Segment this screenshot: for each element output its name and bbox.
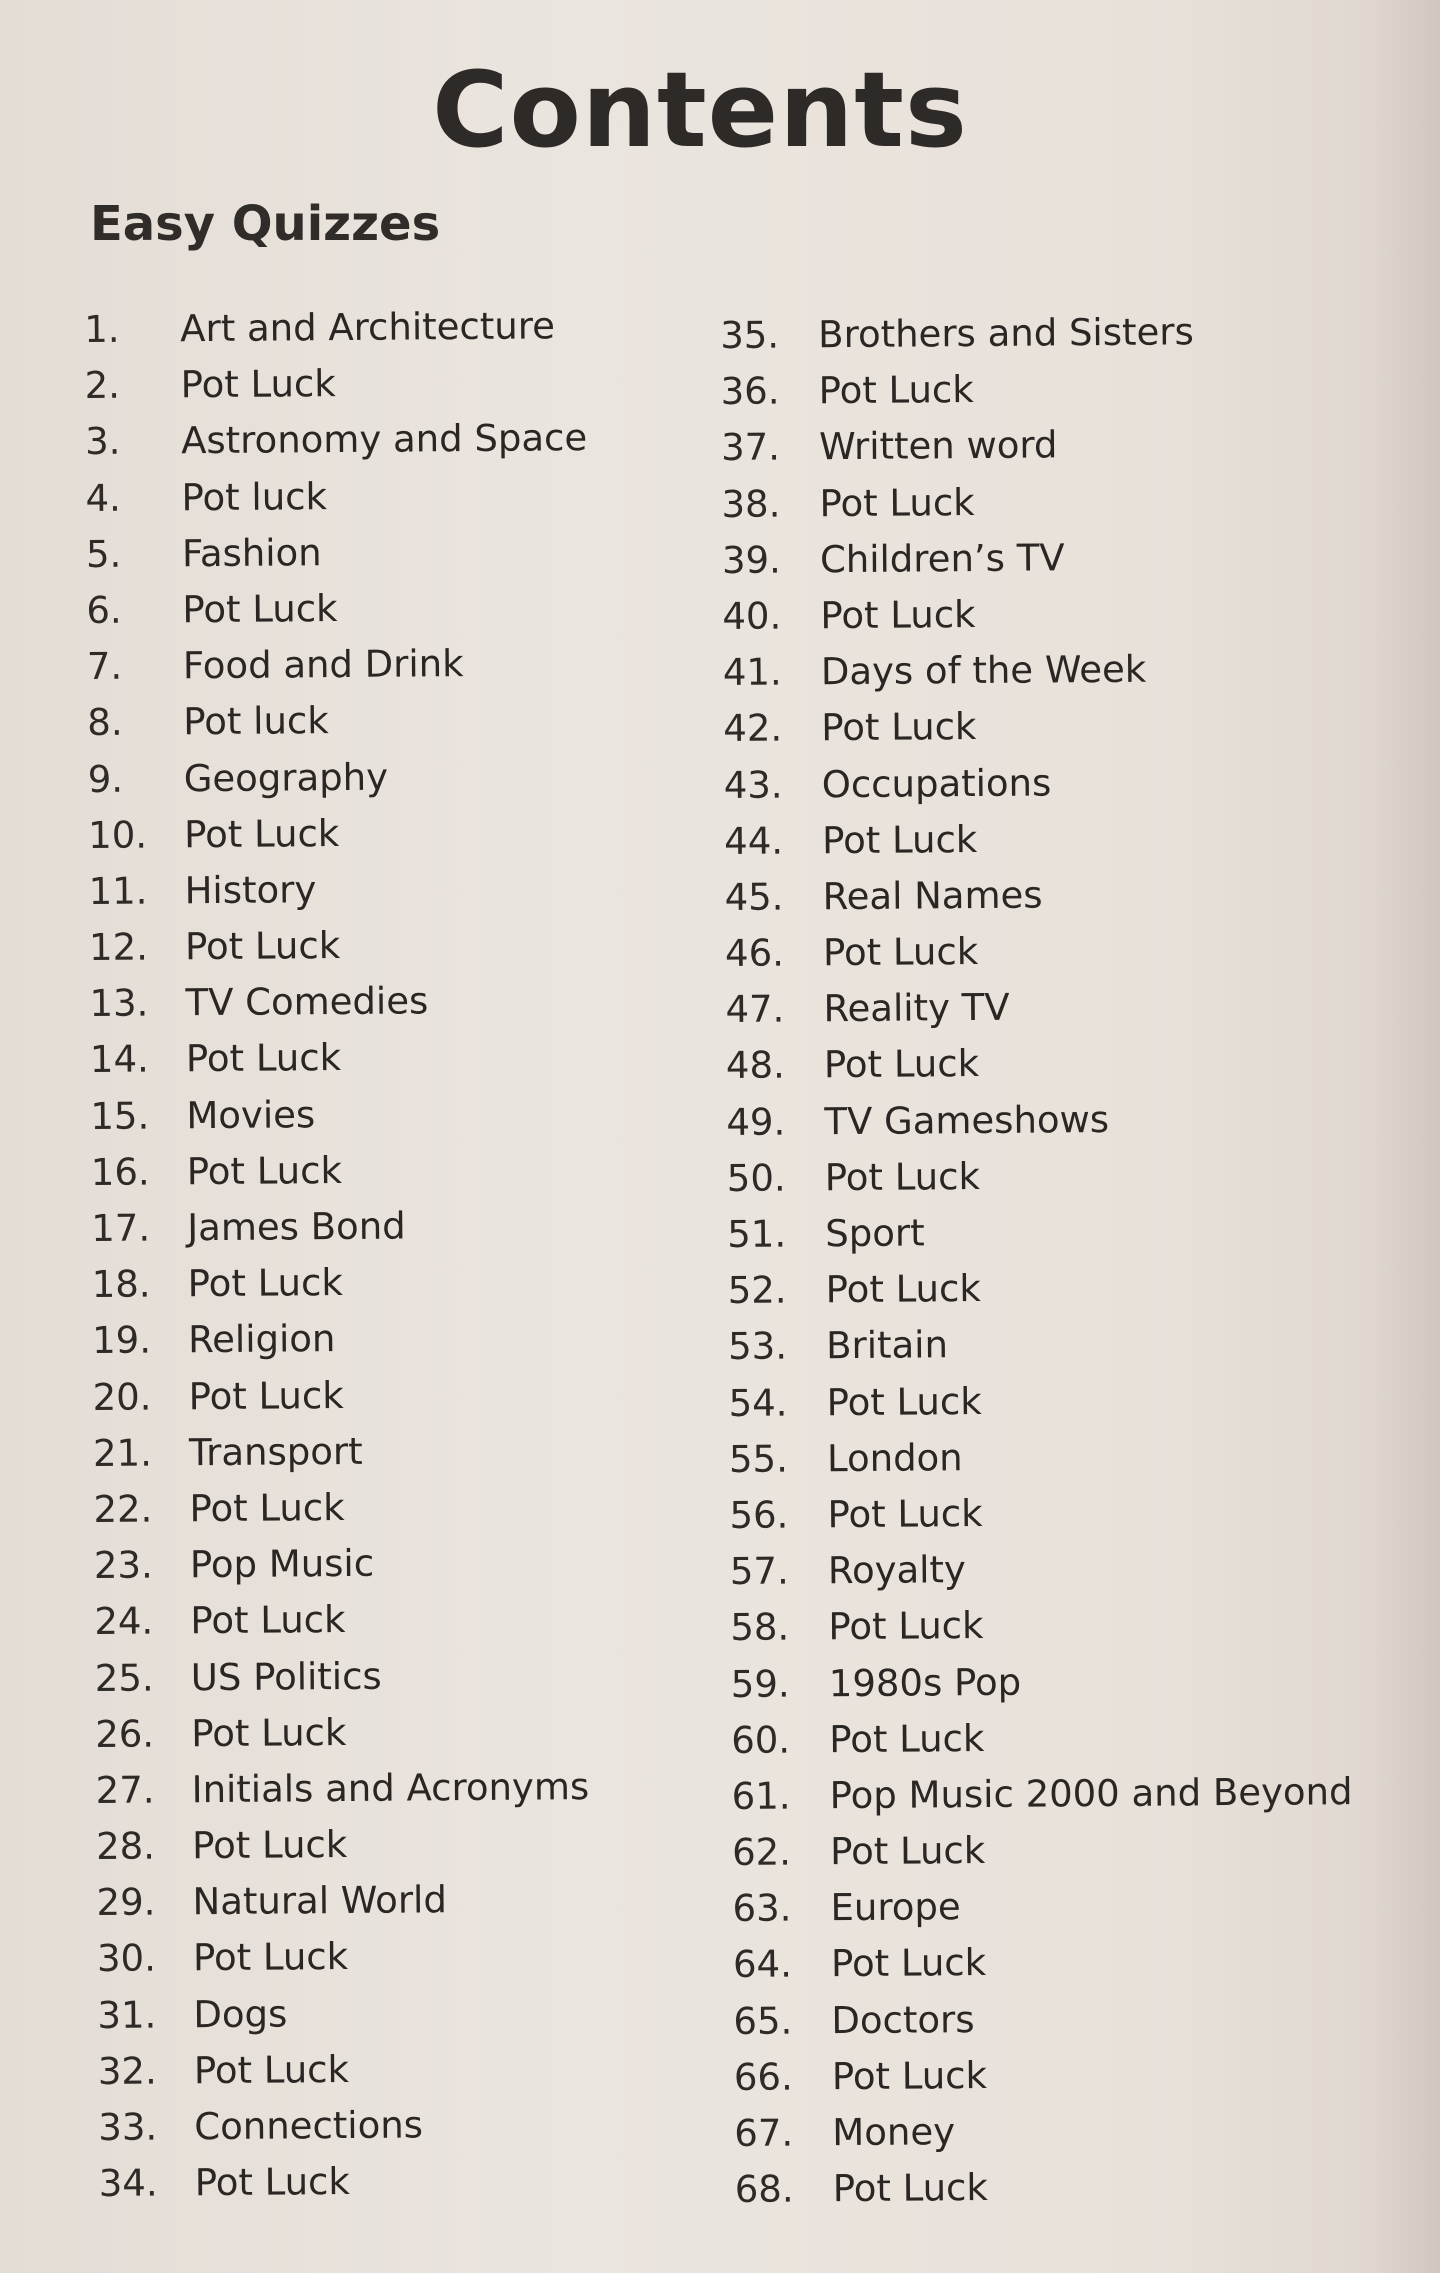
entry-title: Pot Luck bbox=[188, 1373, 344, 1418]
contents-entry bbox=[728, 1314, 1348, 1375]
contents-entry bbox=[87, 691, 647, 752]
entry-number: 49. bbox=[726, 1100, 786, 1144]
entry-number: 38. bbox=[721, 482, 781, 526]
entry-number: 20. bbox=[92, 1375, 152, 1419]
entry-title: Pot Luck bbox=[194, 2160, 351, 2205]
entry-number: 48. bbox=[725, 1043, 785, 1088]
contents-entry bbox=[732, 1876, 1352, 1937]
entry-title: Connections bbox=[194, 2103, 424, 2149]
contents-entry bbox=[88, 803, 648, 864]
contents-entry bbox=[729, 1483, 1349, 1544]
entry-title: Pot Luck bbox=[822, 817, 978, 862]
entry-number: 37. bbox=[720, 425, 781, 470]
contents-entry bbox=[87, 635, 647, 696]
contents-entry bbox=[725, 921, 1345, 982]
contents-entry bbox=[96, 1871, 656, 1932]
entry-title: Pot luck bbox=[181, 474, 328, 519]
entry-number: 25. bbox=[94, 1655, 154, 1700]
contents-entry bbox=[728, 1258, 1348, 1319]
section-heading: Easy Quizzes bbox=[90, 196, 441, 252]
entry-number: 42. bbox=[723, 706, 783, 751]
entry-title: Pot Luck bbox=[191, 1823, 348, 1868]
entry-title: Pot Luck bbox=[818, 368, 974, 413]
entry-title: Doctors bbox=[831, 1997, 975, 2042]
entry-number: 11. bbox=[88, 869, 148, 913]
entry-number: 5. bbox=[85, 532, 122, 576]
entry-number: 47. bbox=[725, 987, 785, 1032]
entry-title: Pot Luck bbox=[823, 1042, 980, 1087]
entry-number: 33. bbox=[98, 2105, 158, 2149]
contents-entry bbox=[732, 1820, 1352, 1881]
entry-title: Pot Luck bbox=[822, 930, 979, 975]
contents-entry bbox=[727, 1146, 1347, 1207]
entry-number: 66. bbox=[733, 2055, 793, 2099]
contents-entry bbox=[731, 1652, 1351, 1713]
contents-entry bbox=[733, 1933, 1353, 1994]
entry-title: Pot Luck bbox=[825, 1267, 981, 1312]
entry-number: 63. bbox=[732, 1886, 792, 1931]
entry-title: Natural World bbox=[192, 1878, 448, 1924]
entry-title: Pot Luck bbox=[184, 924, 341, 969]
entry-title: Occupations bbox=[821, 760, 1052, 806]
contents-entry bbox=[726, 1034, 1346, 1095]
entry-title: Pot Luck bbox=[829, 1716, 985, 1761]
entry-number: 19. bbox=[91, 1318, 152, 1363]
contents-entry bbox=[730, 1595, 1350, 1656]
entry-title: Pot Luck bbox=[187, 1261, 343, 1306]
entry-title: Astronomy and Space bbox=[180, 416, 588, 463]
contents-entry bbox=[88, 747, 648, 808]
entry-title: Money bbox=[832, 2110, 956, 2155]
entry-title: Sport bbox=[825, 1211, 925, 1256]
entry-title: Pot Luck bbox=[828, 1604, 984, 1649]
entry-number: 46. bbox=[724, 931, 785, 976]
entry-title: Pot Luck bbox=[193, 2047, 350, 2093]
entry-number: 2. bbox=[84, 363, 121, 408]
contents-entry bbox=[89, 916, 649, 977]
contents-entry bbox=[92, 1309, 652, 1370]
entry-title: Pot Luck bbox=[191, 1710, 347, 1755]
entry-number: 64. bbox=[732, 1942, 793, 1987]
entry-title: Religion bbox=[187, 1317, 336, 1362]
contents-entry bbox=[733, 1989, 1353, 2050]
contents-entry bbox=[91, 1197, 651, 1258]
entry-title: Pot Luck bbox=[829, 1829, 986, 1874]
contents-entry bbox=[84, 354, 644, 415]
contents-entry bbox=[728, 1371, 1348, 1432]
contents-entry bbox=[725, 977, 1345, 1038]
entry-title: Food and Drink bbox=[182, 642, 464, 688]
entry-title: Europe bbox=[830, 1885, 961, 1930]
contents-entry bbox=[730, 1539, 1350, 1600]
entry-number: 62. bbox=[731, 1830, 792, 1875]
entry-title: Pot Luck bbox=[826, 1379, 982, 1424]
entry-number: 27. bbox=[95, 1768, 155, 1812]
entry-title: Pop Music 2000 and Beyond bbox=[829, 1769, 1353, 1818]
contents-entry bbox=[84, 298, 644, 359]
contents-entry bbox=[724, 753, 1344, 814]
entry-number: 52. bbox=[727, 1268, 787, 1313]
contents-entry bbox=[723, 640, 1343, 701]
entry-number: 8. bbox=[87, 701, 123, 745]
entry-number: 21. bbox=[92, 1431, 153, 1475]
entry-title: James Bond bbox=[187, 1204, 406, 1250]
entry-number: 56. bbox=[729, 1493, 789, 1537]
entry-number: 39. bbox=[721, 538, 781, 582]
entry-number: 55. bbox=[728, 1437, 789, 1481]
entry-title: Art and Architecture bbox=[180, 304, 556, 351]
entry-number: 65. bbox=[733, 1999, 793, 2043]
contents-entry bbox=[98, 2039, 658, 2100]
entry-title: Royalty bbox=[827, 1548, 967, 1593]
entry-number: 50. bbox=[726, 1156, 786, 1200]
entry-number: 18. bbox=[91, 1262, 151, 1307]
entry-number: 26. bbox=[95, 1712, 155, 1756]
entry-number: 4. bbox=[85, 476, 122, 520]
contents-entry bbox=[97, 1927, 657, 1988]
entry-title: Pot Luck bbox=[827, 1491, 983, 1537]
contents-entry bbox=[92, 1253, 652, 1314]
entry-number: 44. bbox=[724, 819, 784, 863]
contents-entry bbox=[724, 809, 1344, 870]
entry-title: Pot Luck bbox=[819, 480, 975, 525]
entry-number: 40. bbox=[722, 594, 782, 638]
contents-entry bbox=[95, 1646, 655, 1707]
entry-title: Pot Luck bbox=[189, 1485, 345, 1531]
contents-entry bbox=[93, 1478, 653, 1539]
contents-entry bbox=[97, 1983, 657, 2044]
entry-title: Pot Luck bbox=[186, 1148, 343, 1194]
entry-title: US Politics bbox=[190, 1654, 382, 1699]
entry-title: Transport bbox=[188, 1429, 363, 1474]
contents-entry bbox=[94, 1534, 654, 1595]
contents-entry bbox=[735, 2157, 1355, 2218]
contents-entry bbox=[724, 865, 1344, 926]
entry-number: 51. bbox=[727, 1212, 787, 1256]
entry-title: Brothers and Sisters bbox=[818, 310, 1194, 357]
entry-number: 68. bbox=[734, 2167, 794, 2212]
entry-title: Pot Luck bbox=[180, 362, 336, 407]
entry-number: 59. bbox=[730, 1661, 790, 1706]
entry-title: Pot Luck bbox=[821, 705, 977, 750]
entry-number: 6. bbox=[86, 588, 122, 632]
contents-entry bbox=[722, 528, 1342, 589]
entry-number: 61. bbox=[731, 1774, 791, 1818]
entry-title: 1980s Pop bbox=[828, 1660, 1022, 1705]
entry-title: Fashion bbox=[181, 530, 322, 575]
contents-list-right bbox=[720, 303, 1355, 2218]
entry-title: Pot Luck bbox=[184, 811, 340, 856]
entry-number: 34. bbox=[98, 2161, 158, 2206]
entry-number: 41. bbox=[722, 650, 782, 695]
contents-entry bbox=[95, 1702, 655, 1763]
entry-title: Pot Luck bbox=[182, 586, 338, 632]
contents-entry bbox=[99, 2152, 659, 2213]
contents-entry bbox=[722, 584, 1342, 645]
entry-number: 13. bbox=[89, 981, 149, 1026]
entry-number: 35. bbox=[720, 313, 780, 357]
contents-entry bbox=[734, 2101, 1354, 2162]
contents-entry bbox=[95, 1758, 655, 1819]
entry-title: Written word bbox=[818, 423, 1058, 469]
contents-entry bbox=[723, 696, 1343, 757]
entry-title: Movies bbox=[186, 1092, 316, 1137]
contents-list-left bbox=[84, 298, 659, 2213]
entry-title: TV Comedies bbox=[185, 979, 429, 1025]
entry-title: Pot Luck bbox=[824, 1154, 981, 1200]
contents-entry bbox=[734, 2045, 1354, 2106]
contents-entry bbox=[90, 1084, 650, 1145]
contents-entry bbox=[720, 359, 1340, 420]
contents-entry bbox=[726, 1090, 1346, 1151]
contents-entry bbox=[90, 1028, 650, 1089]
entry-title: History bbox=[184, 868, 317, 913]
contents-entry bbox=[96, 1815, 656, 1876]
entry-number: 9. bbox=[87, 757, 124, 801]
entry-number: 17. bbox=[91, 1206, 151, 1250]
contents-entry bbox=[88, 859, 648, 920]
entry-title: Pot Luck bbox=[192, 1935, 349, 1980]
page-title: Contents bbox=[432, 49, 968, 171]
entry-number: 30. bbox=[96, 1936, 157, 1981]
contents-entry bbox=[92, 1365, 652, 1426]
entry-number: 16. bbox=[90, 1150, 150, 1194]
contents-entry bbox=[729, 1427, 1349, 1488]
entry-title: TV Gameshows bbox=[824, 1097, 1110, 1143]
entry-number: 22. bbox=[93, 1487, 153, 1531]
entry-number: 28. bbox=[95, 1824, 156, 1869]
entry-number: 23. bbox=[93, 1543, 153, 1588]
entry-title: Pop Music bbox=[189, 1541, 375, 1587]
entry-number: 57. bbox=[729, 1549, 789, 1594]
entry-number: 15. bbox=[90, 1094, 150, 1138]
contents-entry bbox=[721, 472, 1341, 533]
entry-title: Pot Luck bbox=[190, 1598, 346, 1643]
entry-number: 43. bbox=[723, 763, 783, 807]
entry-title: Days of the Week bbox=[820, 647, 1147, 694]
entry-number: 32. bbox=[97, 2049, 157, 2093]
entry-title: Britain bbox=[825, 1323, 949, 1368]
entry-title: Geography bbox=[183, 755, 389, 800]
entry-number: 10. bbox=[88, 813, 148, 857]
contents-entry bbox=[93, 1421, 653, 1482]
entry-number: 14. bbox=[89, 1037, 149, 1082]
contents-entry bbox=[89, 972, 649, 1033]
entry-number: 45. bbox=[724, 875, 784, 919]
entry-title: Dogs bbox=[193, 1992, 288, 2036]
entry-title: London bbox=[826, 1435, 963, 1480]
entry-title: Pot luck bbox=[183, 699, 329, 744]
entry-title: Pot Luck bbox=[185, 1036, 342, 1081]
entry-title: Pot Luck bbox=[830, 1941, 987, 1986]
entry-title: Pot Luck bbox=[832, 2166, 989, 2211]
entry-number: 53. bbox=[727, 1324, 788, 1369]
contents-entry bbox=[86, 579, 646, 640]
entry-number: 58. bbox=[730, 1605, 790, 1650]
contents-entry bbox=[720, 303, 1340, 364]
entry-title: Pot Luck bbox=[820, 592, 976, 638]
contents-entry bbox=[727, 1202, 1347, 1263]
entry-title: Real Names bbox=[822, 873, 1043, 919]
contents-entry bbox=[721, 416, 1341, 477]
entry-number: 60. bbox=[731, 1718, 791, 1762]
contents-entry bbox=[85, 466, 645, 527]
contents-entry bbox=[94, 1590, 654, 1651]
entry-number: 67. bbox=[734, 2111, 794, 2155]
contents-entry bbox=[91, 1140, 651, 1201]
contents-entry bbox=[86, 522, 646, 583]
entry-number: 12. bbox=[88, 925, 149, 970]
entry-number: 24. bbox=[94, 1599, 154, 1644]
entry-title: Children’s TV bbox=[819, 536, 1065, 581]
contents-entry bbox=[731, 1764, 1351, 1825]
entry-number: 36. bbox=[720, 369, 780, 414]
entry-number: 7. bbox=[86, 644, 123, 689]
entry-number: 3. bbox=[84, 420, 121, 464]
entry-number: 31. bbox=[97, 1993, 157, 2037]
entry-number: 1. bbox=[84, 307, 120, 351]
entry-title: Initials and Acronyms bbox=[191, 1764, 590, 1812]
entry-number: 29. bbox=[96, 1880, 156, 1925]
entry-number: 54. bbox=[728, 1381, 788, 1425]
entry-title: Pot Luck bbox=[831, 2053, 988, 2098]
entry-title: Reality TV bbox=[823, 985, 1010, 1031]
contents-entry bbox=[731, 1708, 1351, 1769]
contents-entry bbox=[85, 410, 645, 471]
contents-entry bbox=[98, 2096, 658, 2157]
